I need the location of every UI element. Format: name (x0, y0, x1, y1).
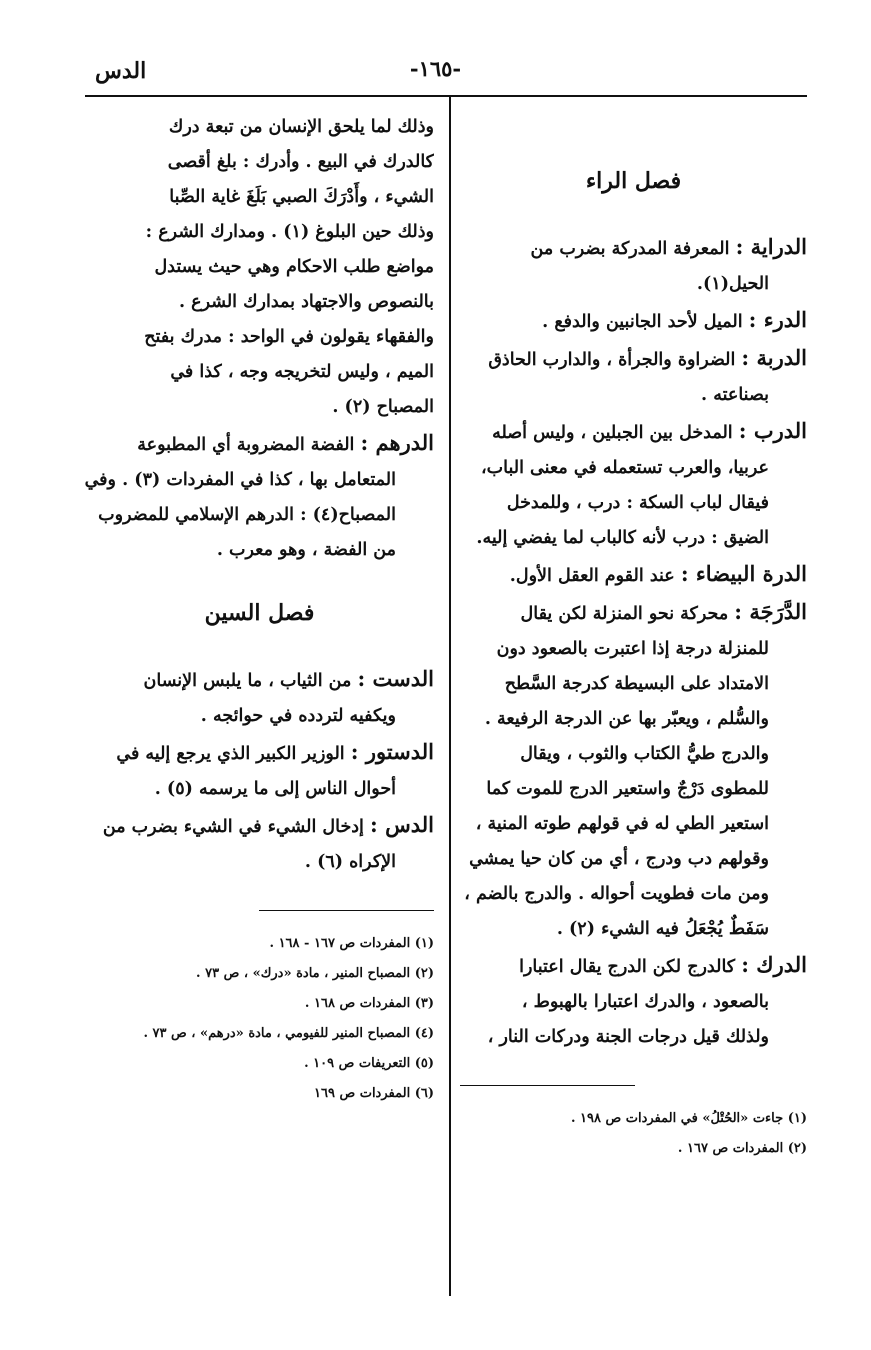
footnote: (٢) المفردات ص ١٦٧ . (677, 1141, 807, 1156)
line-text: استعير الطي له في قولهم طوته المنية ، (475, 814, 769, 834)
entry-line (460, 413, 807, 451)
entry-term: الدس : (370, 812, 434, 837)
running-head: الدس (95, 58, 147, 84)
line-text: للمطوى دَرْجٌ واستعير الدرج للموت كما (486, 779, 769, 799)
line-text: من الثياب ، ما يلبس الإنسان (143, 671, 352, 691)
text-line (460, 667, 807, 702)
entry-term: الدراية : (735, 234, 807, 259)
column-divider (449, 96, 451, 1296)
line-text: الحيل(١). (696, 274, 769, 294)
entry-line (460, 947, 807, 985)
text-line (460, 807, 807, 842)
line-text: الشيء ، وأَدْرَكَ الصبي بَلَغَ غاية الصِّبا (169, 187, 434, 207)
line-text: والفقهاء يقولون في الواحد : مدرك بفتح (144, 327, 434, 347)
line-text: فيقال لباب السكة : درب ، وللمدخل (506, 493, 769, 513)
text-line (460, 267, 807, 302)
text-line (85, 250, 434, 285)
line-text: محركة نحو المنزلة لكن يقال (520, 604, 729, 624)
line-text: وقولهم دب ودرج ، أي من كان حيا يمشي (469, 849, 769, 869)
line-text: من الفضة ، وهو معرب . (216, 540, 396, 560)
line-text: الميل لأحد الجانبين والدفع . (542, 312, 743, 332)
line-text: عربيا، والعرب تستعمله في معنى الباب، (481, 458, 769, 478)
entry-line (85, 661, 434, 699)
footnote: (٢) المصباح المنير ، مادة «درك» ، ص ٧٣ . (196, 966, 434, 981)
line-text: مواضع طلب الاحكام وهي حيث يستدل (154, 257, 434, 277)
line-text: إدخال الشيء في الشيء بضرب من (102, 817, 364, 837)
line-text: بالنصوص والاجتهاد بمدارك الشرع . (178, 292, 434, 312)
text-line (85, 320, 434, 355)
line-text: المدخل بين الجبلين ، وليس أصله (492, 423, 733, 443)
line-text: ولذلك قيل درجات الجنة ودركات النار ، (487, 1027, 769, 1047)
text-line (460, 912, 807, 947)
line-text: كالدرك في البيع . وأدرك : بلغ أقصى (167, 152, 434, 172)
entry-line (85, 734, 434, 772)
text-line (85, 355, 434, 390)
text-line (460, 842, 807, 877)
text-line (85, 145, 434, 180)
text-line (460, 632, 807, 667)
entry-term: الدرء : (748, 307, 807, 332)
text-line (460, 985, 807, 1020)
line-text: الامتداد على البسيطة كدرجة السَّطح (504, 674, 769, 694)
line-text: وذلك لما يلحق الإنسان من تبعة درك (168, 117, 434, 137)
line-text: للمنزلة درجة إذا اعتبرت بالصعود دون (496, 639, 769, 659)
text-line (85, 699, 434, 734)
entry-line (460, 229, 807, 267)
text-line (85, 498, 434, 533)
text-line (85, 845, 434, 880)
text-line (460, 1020, 807, 1055)
line-text: سَفَطٌ يُجْعَلُ فيه الشيء (٢) . (556, 919, 769, 939)
right-column (460, 110, 807, 1164)
entry-line (460, 302, 807, 340)
text-line (85, 215, 434, 250)
text-line (460, 772, 807, 807)
entry-line (460, 556, 807, 594)
line-text: الميم ، وليس لتخريجه وجه ، كذا في (170, 362, 434, 382)
line-text: بصناعته . (701, 385, 769, 405)
entry-term: الدست : (357, 666, 434, 691)
text-line (85, 463, 434, 498)
line-text: أحوال الناس إلى ما يرسمه (٥) . (154, 779, 396, 799)
entry-term: الدرك : (741, 952, 807, 977)
entry-line (460, 594, 807, 632)
section-title: فصل الراء (585, 168, 682, 194)
line-text: المعرفة المدركة بضرب من (530, 239, 730, 259)
line-text: الوزير الكبير الذي يرجع إليه في (116, 744, 345, 764)
footnote: (١) جاءت «الحُتْلُ» في المفردات ص ١٩٨ . (570, 1111, 807, 1126)
text-line (460, 451, 807, 486)
text-line (85, 772, 434, 807)
text-line (460, 521, 807, 556)
text-line (85, 110, 434, 145)
entry-line (460, 340, 807, 378)
line-text: المصباح(٤) : الدرهم الإسلامي للمضروب (98, 505, 396, 525)
line-text: ومن مات فطويت أحواله . والدرج بالضم ، (464, 884, 769, 904)
text-line (460, 486, 807, 521)
entry-term: الدرة البيضاء : (680, 561, 807, 586)
entry-term: الدرهم : (360, 430, 434, 455)
text-line (460, 702, 807, 737)
text-line (85, 285, 434, 320)
footnote: (٤) المصباح المنير للفيومي ، مادة «درهم» ، ص ٧٣ . (143, 1026, 434, 1041)
text-line (85, 390, 434, 425)
line-text: كالدرج لكن الدرج يقال اعتبارا (519, 957, 736, 977)
line-text: الإكراه (٦) . (304, 852, 396, 872)
text-line (460, 378, 807, 413)
footnote: (٦) المفردات ص ١٦٩ (313, 1086, 434, 1101)
line-text: المصباح (٢) . (332, 397, 434, 417)
header-rule (85, 95, 807, 97)
text-line (460, 877, 807, 912)
footnote-rule (259, 910, 434, 911)
spacer (460, 110, 807, 136)
text-line (85, 533, 434, 568)
section-title: فصل السين (204, 600, 315, 626)
entry-term: الدَّرَجَة : (734, 599, 807, 624)
line-text: الفضة المضروبة أي المطبوعة (137, 435, 355, 455)
line-text: والدرج طيُّ الكتاب والثوب ، ويقال (520, 744, 769, 764)
text-line (460, 737, 807, 772)
text-line (85, 180, 434, 215)
footnote-rule (460, 1085, 635, 1086)
line-text: ويكفيه لتردده في حوائجه . (200, 706, 396, 726)
entry-line (85, 807, 434, 845)
line-text: وذلك حين البلوغ (١) . ومدارك الشرع : (145, 222, 434, 242)
line-text: الضيق : درب لأنه كالباب لما يفضي إليه. (476, 528, 769, 548)
line-text: عند القوم العقل الأول. (509, 566, 675, 586)
entry-term: الدرب : (738, 418, 807, 443)
left-column (85, 110, 434, 1109)
line-text: الضراوة والجرأة ، والدارب الحاذق (488, 350, 736, 370)
line-text: المتعامل بها ، كذا في المفردات (٣) . وفي (85, 470, 396, 490)
line-text: بالصعود ، والدرك اعتبارا بالهبوط ، (521, 992, 769, 1012)
footnote: (٣) المفردات ص ١٦٨ . (304, 996, 434, 1011)
footnote: (٥) التعريفات ص ١٠٩ . (304, 1056, 434, 1071)
footnote: (١) المفردات ص ١٦٧ - ١٦٨ . (269, 936, 434, 951)
entry-term: الدربة : (741, 345, 807, 370)
page-number: -١٦٥- (409, 56, 462, 81)
line-text: والسُّلم ، ويعبّر بها عن الدرجة الرفيعة . (484, 709, 769, 729)
entry-term: الدستور : (350, 739, 434, 764)
entry-line (85, 425, 434, 463)
